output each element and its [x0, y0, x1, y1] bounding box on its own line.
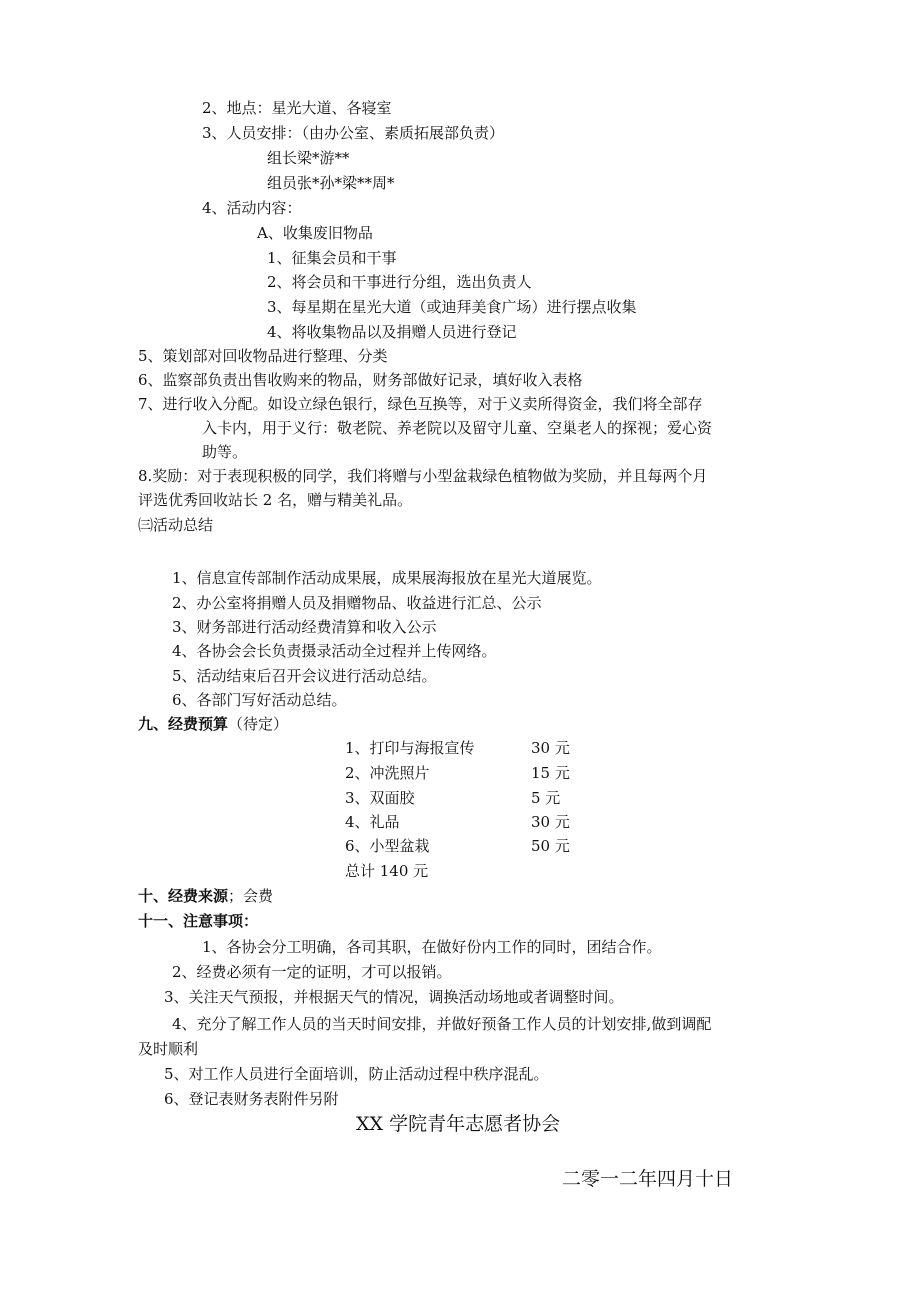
budget-item-name: 4、礼品: [345, 813, 400, 831]
leader-line: 组长梁*游**: [267, 149, 350, 167]
budget-item-name: 1、打印与海报宣传: [345, 739, 475, 757]
funding-value: ；会费: [228, 887, 274, 905]
note-item: 2、经费必须有一定的证明，才可以报销。: [172, 963, 452, 981]
funding-line: [138, 886, 273, 906]
summary-item: 1、信息宣传部制作活动成果展，成果展海报放在星光大道展览。: [172, 569, 602, 587]
summary-item: 3、财务部进行活动经费清算和收入公示: [172, 618, 437, 636]
summary-item: 4、各协会会长负责摄录活动全过程并上传网络。: [172, 642, 497, 660]
note-item: 3、关注天气预报，并根据天气的情况，调换活动场地或者调整时间。: [164, 988, 624, 1006]
members-line: 组员张*孙*梁**周*: [267, 174, 395, 192]
note-item: 5、对工作人员进行全面培训，防止活动过程中秩序混乱。: [164, 1065, 549, 1083]
item-7-line-2: 入卡内，用于义行：敬老院、养老院以及留守儿童、空巢老人的探视；爱心资: [202, 419, 713, 437]
item-6: 6、监察部负责出售收购来的物品，财务部做好记录，填好收入表格: [138, 371, 583, 389]
signature-date: 二零一二年四月十日: [562, 1168, 734, 1190]
summary-item: 2、办公室将捐赠人员及捐赠物品、收益进行汇总、公示: [172, 594, 542, 612]
budget-total: 总计 140 元: [345, 862, 429, 880]
notes-heading: 十一、注意事项：: [138, 912, 259, 930]
note-item: 1、各协会分工明确，各司其职，在做好份内工作的同时，团结合作。: [202, 938, 662, 956]
note-item: 6、登记表财务表附件另附: [164, 1090, 339, 1108]
content-title: 4、活动内容：: [202, 199, 302, 217]
budget-item-name: 3、双面胶: [345, 789, 415, 807]
summary-item: 6、各部门写好活动总结。: [172, 691, 347, 709]
summary-item: 5、活动结束后召开会议进行活动总结。: [172, 667, 437, 685]
budget-note: （待定）: [228, 715, 289, 733]
budget-item-amount: 5 元: [531, 789, 561, 807]
budget-heading-line: [138, 714, 288, 734]
item-8-line-1: 8.奖励：对于表现积极的同学，我们将赠与小型盆栽绿色植物做为奖励，并且每两个月: [138, 467, 708, 485]
budget-heading: 九、经费预算: [138, 715, 229, 733]
signature-org: XX 学院青年志愿者协会: [356, 1113, 561, 1135]
note-item: 4、充分了解工作人员的当天时间安排，并做好预备工作人员的计划安排,做到调配: [172, 1015, 712, 1033]
sub-a-title: A、收集废旧物品: [257, 224, 373, 242]
budget-item-amount: 30 元: [531, 739, 570, 757]
step-item: 4、将收集物品以及捐赠人员进行登记: [267, 323, 517, 341]
note-item-continued: 及时顺利: [138, 1040, 199, 1058]
budget-item-amount: 30 元: [531, 813, 570, 831]
budget-item-name: 6、小型盆栽: [345, 837, 430, 855]
funding-heading: 十、经费来源: [138, 887, 229, 905]
step-item: 3、每星期在星光大道（或迪拜美食广场）进行摆点收集: [267, 298, 637, 316]
item-8-line-2: 评选优秀回收站长 2 名，赠与精美礼品。: [138, 491, 413, 509]
item-7-line-3: 助等。: [202, 443, 248, 461]
item-5: 5、策划部对回收物品进行整理、分类: [138, 347, 388, 365]
summary-title: ㈢活动总结: [138, 516, 214, 534]
budget-item-amount: 15 元: [531, 764, 570, 782]
staff-line: 3、人员安排：（由办公室、素质拓展部负责）: [202, 124, 505, 142]
step-item: 1、征集会员和干事: [267, 249, 397, 267]
location-line: 2、地点：星光大道、各寝室: [202, 99, 392, 117]
budget-item-amount: 50 元: [531, 837, 570, 855]
item-7-line-1: 7、进行收入分配。如设立绿色银行，绿色互换等，对于义卖所得资金，我们将全部存: [138, 395, 703, 413]
budget-item-name: 2、冲洗照片: [345, 764, 430, 782]
step-item: 2、将会员和干事进行分组，选出负责人: [267, 273, 532, 291]
